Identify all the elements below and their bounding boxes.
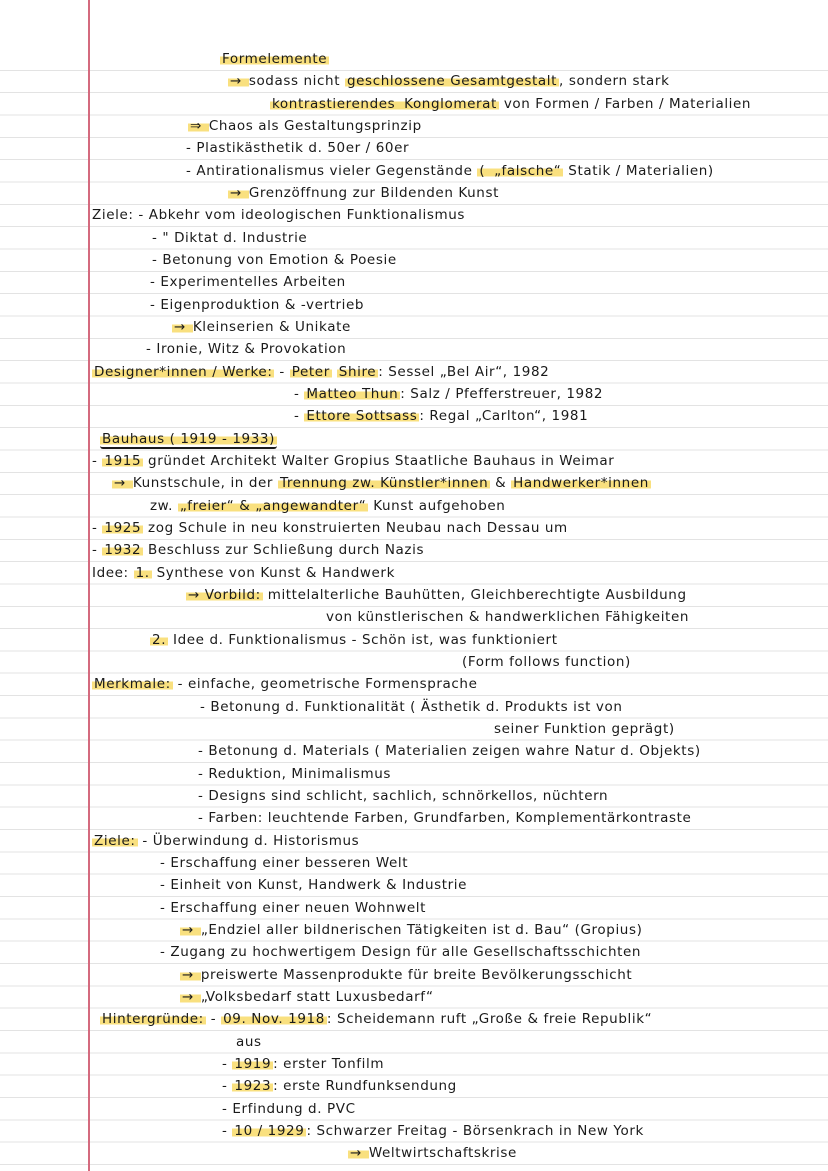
note-text: : Scheidemann ruft „Große & freie Republik“ — [326, 1011, 653, 1028]
note-text: - Designs sind schlicht, sachlich, schnörkellos, nüchtern — [198, 787, 609, 804]
note-line — [92, 830, 359, 852]
note-line — [150, 294, 364, 316]
note-line — [198, 763, 391, 785]
highlighted-text: Hintergründe: — [102, 1011, 204, 1028]
note-line — [172, 316, 351, 338]
highlighted-text: ( — [479, 162, 486, 179]
note-text: - Betonung d. Materials ( Materialien zeigen wahre Natur d. Objekts) — [198, 743, 701, 760]
note-text: gründet Architekt Walter Gropius Staatliche Bauhaus in Weimar — [143, 452, 615, 469]
note-text: - — [92, 452, 103, 469]
note-text: Synthese von Kunst & Handwerk — [151, 564, 395, 581]
note-text: , sondern stark — [559, 73, 670, 90]
highlighted-text: Handwerker*innen — [513, 475, 649, 492]
note-line — [150, 629, 558, 651]
note-text: - — [205, 1011, 222, 1028]
highlighted-text: → — [230, 73, 247, 90]
note-text: preiswerte Massenprodukte für breite Bevölkerungsschicht — [200, 966, 633, 983]
note-text: von Formen / Farben / Materialien — [498, 95, 752, 112]
highlighted-text: 1919 — [234, 1055, 272, 1072]
highlighted-text: ⇒ — [190, 117, 207, 134]
note-text: Kunst aufgehoben — [368, 497, 506, 514]
note-text: - Zugang zu hochwertigem Design für alle Gesellschaftsschichten — [160, 944, 642, 961]
note-text: aus — [236, 1033, 262, 1050]
note-line — [222, 1053, 384, 1075]
note-text: Ziele: — [92, 207, 139, 224]
highlighted-text: Peter — [291, 363, 330, 380]
highlighted-text: 1. — [135, 564, 150, 581]
highlighted-text: Konglomerat — [404, 95, 497, 112]
highlighted-text: → — [182, 988, 199, 1005]
note-text: - — [294, 408, 305, 425]
note-line — [270, 93, 751, 115]
highlighted-text: „falsche“ — [489, 162, 562, 179]
highlighted-text: Ziele: — [94, 832, 136, 849]
note-line — [186, 137, 409, 159]
highlighted-text: Designer*innen / Werke: — [94, 363, 273, 380]
highlighted-text: → — [182, 966, 199, 983]
note-line — [198, 785, 608, 807]
highlighted-text: Bauhaus ( 1919 - 1933) — [102, 430, 275, 447]
note-text: Weltwirtschaftskrise — [368, 1145, 517, 1162]
note-line — [188, 115, 422, 137]
note-text: - — [92, 519, 103, 536]
note-text: : Schwarzer Freitag - Börsenkrach in New York — [306, 1122, 644, 1139]
highlighted-text: → — [350, 1145, 367, 1162]
note-text: : Sessel „Bel Air“, 1982 — [378, 363, 550, 380]
note-line — [92, 517, 568, 539]
note-text: mittelalterliche Bauhütten, Gleichberechtigte Ausbildung — [262, 586, 687, 603]
note-text: - — [222, 1078, 233, 1095]
note-text: - Eigenproduktion & -vertrieb — [150, 296, 365, 313]
highlighted-text: 1915 — [104, 452, 142, 469]
note-line — [222, 1075, 457, 1097]
note-text: zw. — [150, 497, 178, 514]
note-text: - — [222, 1122, 233, 1139]
note-line — [152, 227, 307, 249]
note-text: - Erschaffung einer neuen Wohnwelt — [160, 899, 427, 916]
note-line — [160, 874, 467, 896]
note-line — [92, 539, 424, 561]
note-line — [186, 160, 714, 182]
note-line — [146, 338, 346, 360]
note-text: sodass nicht — [248, 73, 345, 90]
note-line — [180, 919, 642, 941]
note-text: - " Diktat d. Industrie — [152, 229, 308, 246]
note-text: : erster Tonfilm — [273, 1055, 385, 1072]
note-line — [92, 204, 465, 226]
note-line — [222, 1098, 356, 1120]
note-line — [180, 986, 434, 1008]
note-text: - Experimentelles Arbeiten — [150, 274, 346, 291]
note-line — [152, 249, 397, 271]
note-text: Kleinserien & Unikate — [192, 318, 351, 335]
note-line — [92, 673, 477, 695]
note-text: - Ironie, Witz & Provokation — [146, 341, 347, 358]
highlighted-text: 1925 — [104, 519, 142, 536]
note-line — [160, 897, 426, 919]
highlighted-text: → — [230, 184, 247, 201]
note-line — [326, 606, 689, 628]
highlighted-text: 1923 — [234, 1078, 272, 1095]
note-text: - Abkehr vom ideologischen Funktionalismus — [138, 207, 466, 224]
note-text: Statik / Materialien) — [563, 162, 714, 179]
highlighted-text: → — [182, 921, 199, 938]
note-line — [236, 1031, 262, 1053]
note-line — [348, 1142, 517, 1164]
highlighted-text: kontrastierendes — [272, 95, 401, 112]
note-text: (Form follows function) — [462, 653, 631, 670]
note-line — [112, 472, 651, 494]
note-line — [198, 740, 701, 762]
note-line — [294, 405, 588, 427]
note-text: - Überwindung d. Historismus — [137, 832, 360, 849]
note-line — [160, 941, 641, 963]
note-text: : Regal „Carlton“, 1981 — [419, 408, 589, 425]
note-text: - Betonung von Emotion & Poesie — [152, 251, 397, 268]
note-text: Grenzöffnung zur Bildenden Kunst — [248, 184, 499, 201]
note-text: Chaos als Gestaltungsprinzip — [208, 117, 422, 134]
note-text: - Einheit von Kunst, Handwerk & Industrie — [160, 877, 468, 894]
highlighted-text: geschlossene Gesamtgestalt — [346, 73, 558, 90]
note-line — [150, 495, 505, 517]
note-line — [100, 428, 277, 450]
highlighted-text: 09. Nov. 1918 — [223, 1011, 325, 1028]
note-line — [200, 696, 623, 718]
highlighted-text: Matteo Thun — [306, 385, 399, 402]
highlighted-text: 10 / 1929 — [234, 1122, 305, 1139]
note-text: Idee: — [92, 564, 134, 581]
highlighted-text: Ettore Sottsass — [306, 408, 418, 425]
note-text: - — [222, 1055, 233, 1072]
note-text: - Betonung d. Funktionalität ( Ästhetik d. Produkts ist von — [200, 698, 623, 715]
highlighted-text: Trennung zw. Künstler*innen — [279, 475, 489, 492]
note-text: & — [490, 475, 512, 492]
note-text: - — [274, 363, 290, 380]
note-text: : erste Rundfunksendung — [273, 1078, 457, 1095]
note-text: Idee d. Funktionalismus - Schön ist, was funktioniert — [168, 631, 558, 648]
note-line — [92, 562, 395, 584]
highlighted-text: 1932 — [104, 542, 142, 559]
note-text: - Farben: leuchtende Farben, Grundfarben, Komplementärkontraste — [198, 810, 692, 827]
note-text: - einfache, geometrische Formensprache — [172, 676, 478, 693]
note-line — [180, 964, 632, 986]
note-text: - Erfindung d. PVC — [222, 1100, 356, 1117]
highlighted-text: → — [114, 475, 131, 492]
note-text: „Volksbedarf statt Luxusbedarf“ — [200, 988, 434, 1005]
highlighted-text: → Vorbild: — [188, 586, 261, 603]
note-line — [150, 271, 346, 293]
note-line — [228, 182, 499, 204]
note-line — [228, 70, 669, 92]
note-line — [160, 852, 408, 874]
note-text: - Plastikästhetik d. 50er / 60er — [186, 140, 410, 157]
note-text: Beschluss zur Schließung durch Nazis — [143, 542, 425, 559]
note-text: : Salz / Pfefferstreuer, 1982 — [400, 385, 604, 402]
note-text: - — [294, 385, 305, 402]
note-line — [92, 361, 549, 383]
red-margin-line — [88, 0, 90, 1171]
note-text: zog Schule in neu konstruierten Neubau nach Dessau um — [143, 519, 568, 536]
note-text: Kunstschule, in der — [132, 475, 278, 492]
note-line — [462, 651, 631, 673]
note-text: „Endziel aller bildnerischen Tätigkeiten ist d. Bau“ (Gropius) — [200, 921, 643, 938]
note-line — [100, 1008, 652, 1030]
highlighted-text: 2. — [152, 631, 167, 648]
note-line — [220, 48, 329, 70]
note-text: von künstlerischen & handwerklichen Fähigkeiten — [326, 609, 690, 626]
note-line — [92, 450, 614, 472]
note-text: - Antirationalismus vieler Gegenstände — [186, 162, 478, 179]
note-text: - Reduktion, Minimalismus — [198, 765, 392, 782]
highlighted-text: „freier“ & „angewandter“ — [179, 497, 367, 514]
note-text: - — [92, 542, 103, 559]
note-text: seiner Funktion geprägt) — [494, 720, 675, 737]
highlighted-text: → — [174, 318, 191, 335]
note-line — [294, 383, 603, 405]
note-line — [222, 1120, 644, 1142]
highlighted-text: Formelemente — [222, 51, 328, 67]
highlighted-text: Shire — [338, 363, 377, 380]
note-line — [494, 718, 675, 740]
note-text: - Erschaffung einer besseren Welt — [160, 854, 409, 871]
note-line — [198, 807, 691, 829]
highlighted-text: Merkmale: — [94, 676, 171, 693]
note-line — [186, 584, 687, 606]
